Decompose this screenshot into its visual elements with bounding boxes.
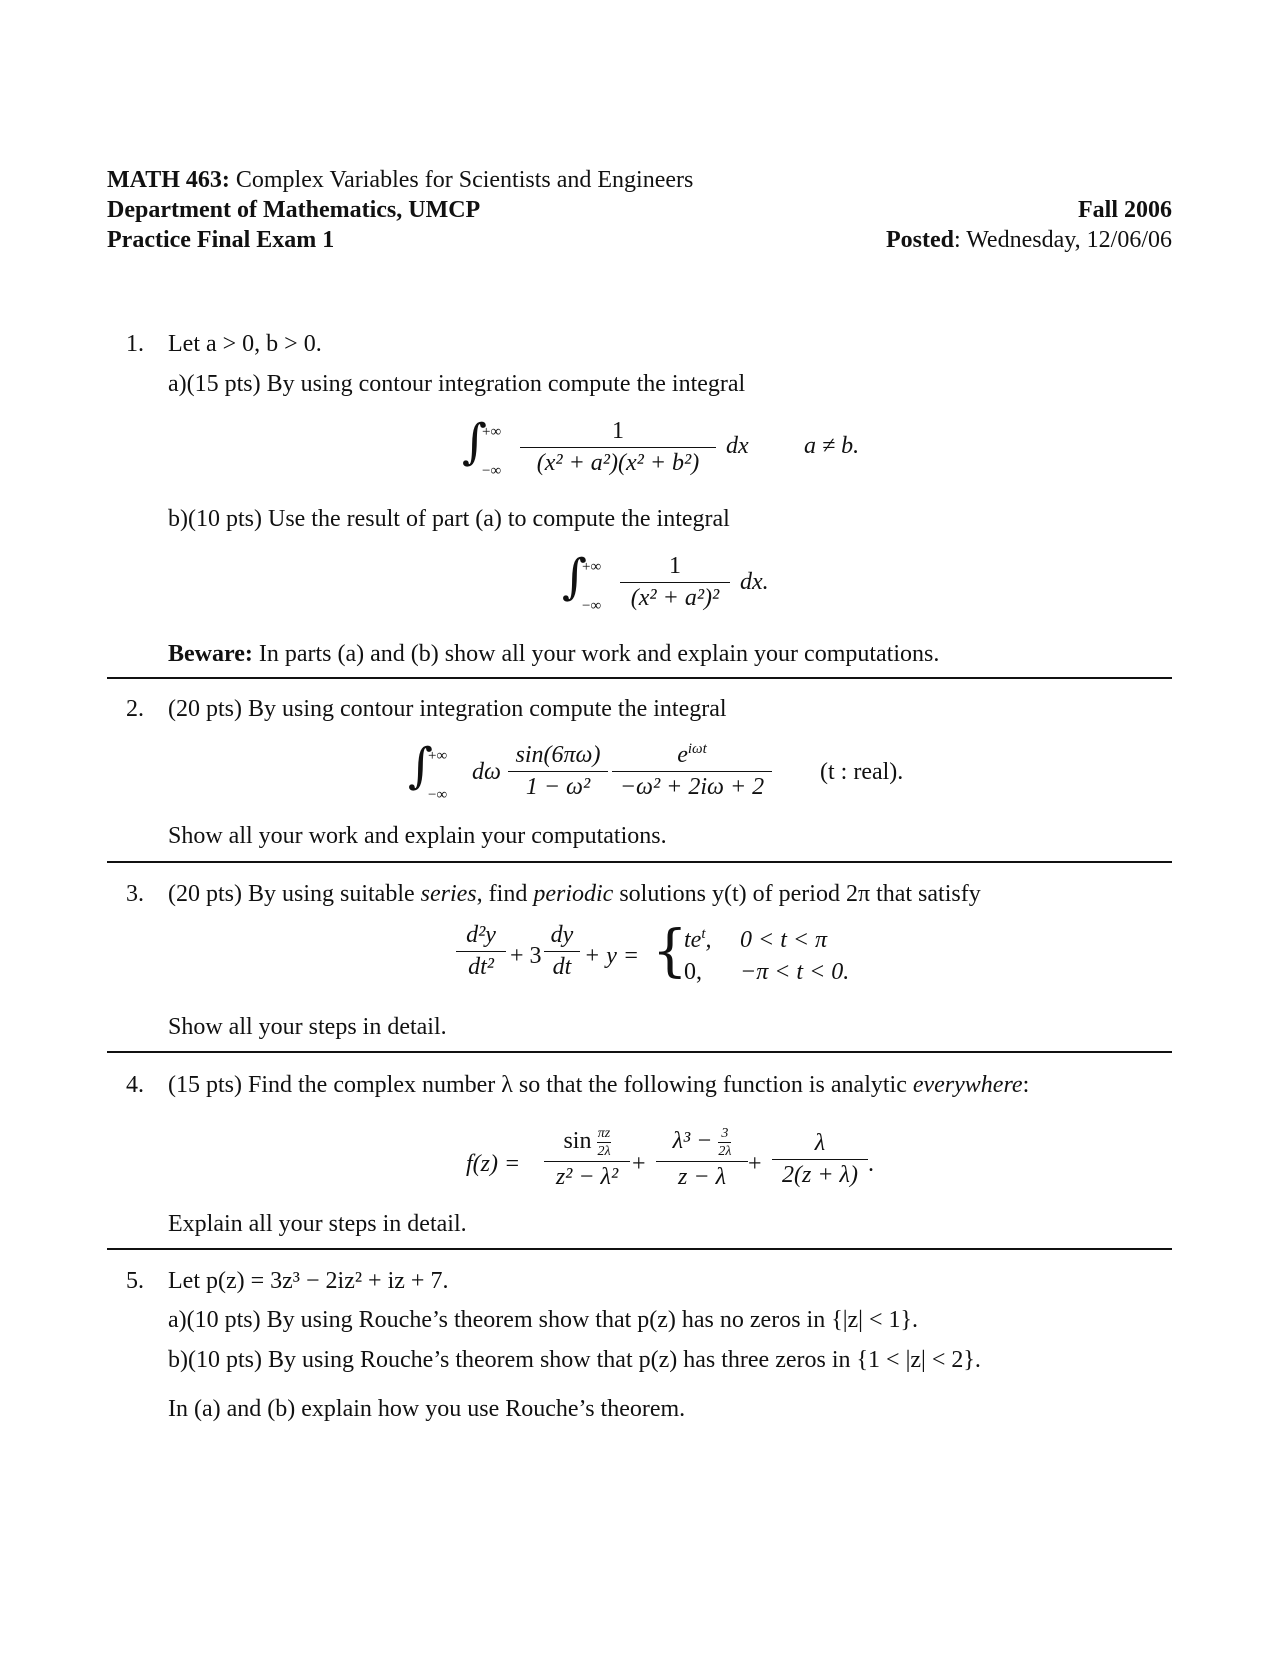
pi-z: πz [597,1126,611,1141]
exam-title: Practice Final Exam 1 [107,227,335,253]
problem-1-part-a: a)(15 pts) By using contour integration compute the integral [168,371,746,397]
problem-1-number: 1. [126,331,144,357]
dt: dt [552,954,572,980]
case-1-value [684,926,712,954]
integral-upper: +∞ [482,424,502,440]
problem-5-intro: Let p(z) = 3z³ − 2iz² + iz + 7. [168,1268,449,1294]
text-part: (20 pts) By using suitable [168,881,421,907]
t-sup: t [701,926,706,942]
sin: sin [563,1128,592,1155]
integral-upper: +∞ [428,748,448,764]
problem-5-part-a: a)(10 pts) By using Rouche’s theorem show that p(z) has no zeros in {|z| < 1}. [168,1307,919,1333]
exp-base: e [677,742,688,768]
three: 3 [721,1126,729,1141]
problem-2-text: (20 pts) By using contour integration compute the integral [168,696,727,722]
text-series: series [420,881,477,907]
problem-5-part-b: b)(10 pts) By using Rouche’s theorem show that p(z) has three zeros in {1 < |z| < 2}. [168,1347,981,1373]
f-of-z: f(z) = [466,1151,521,1177]
text-part: : [1022,1072,1030,1098]
plus-three: + 3 [510,943,542,969]
text-everywhere: everywhere [912,1072,1023,1098]
text-part: solutions y(t) of period 2π that satisfy [613,881,981,907]
posted-value: : Wednesday, 12/06/06 [953,227,1172,253]
left-brace: { [652,919,688,984]
case-2-value: 0, [684,959,702,985]
exp-power: iωt [687,741,707,757]
problem-3-text [168,880,981,908]
term: Fall 2006 [1078,197,1172,223]
divider [107,677,1172,679]
fraction-4a [544,1126,630,1191]
fraction-4b-num [656,1126,748,1159]
case-2-condition: −π < t < 0. [740,959,850,985]
beware-label: Beware: [168,641,253,667]
dx-1b: dx. [740,569,769,595]
fraction-4b [656,1126,748,1191]
department: Department of Mathematics, UMCP [107,197,481,223]
two-lambda: 2λ [718,1144,732,1159]
problem-4-number: 4. [126,1072,144,1098]
fraction-2a-num: sin(6πω) [515,742,601,768]
fraction-4b-den: z − λ [678,1164,726,1190]
fraction-d2y [456,922,506,981]
d2y: d²y [466,922,496,948]
header-line-1 [107,166,693,194]
integral-lower: −∞ [582,598,602,614]
problem-2-footer: Show all your work and explain your computations. [168,823,667,849]
small-frac [718,1126,731,1159]
dx-1a: dx [726,433,749,459]
problem-2-number: 2. [126,696,144,722]
fraction-2b [612,742,772,801]
text-periodic: periodic [533,881,614,907]
course-code: MATH 463: [107,167,230,193]
problem-3-number: 3. [126,881,144,907]
dy: dy [550,922,574,948]
divider [107,1248,1172,1250]
problem-4-footer: Explain all your steps in detail. [168,1211,467,1237]
plus-y-equals: + y = [584,943,640,969]
fraction-1a [520,418,716,477]
integral-sign: ∫ [462,414,488,470]
comma: , [705,927,712,953]
text-part: , find [476,881,534,907]
fraction-4a-num [544,1126,630,1159]
fraction-4c [772,1130,868,1189]
divider [107,1051,1172,1053]
d-omega: dω [472,759,501,785]
fraction-1b-den: (x² + a²)² [630,585,720,611]
problem-4-text [168,1071,1029,1099]
fraction-1b [620,553,730,612]
problem-3-footer: Show all your steps in detail. [168,1014,447,1040]
period: . [868,1151,874,1177]
lambda-cubed: λ³ − [672,1128,713,1155]
condition-2: (t : real). [820,759,904,785]
fraction-2a [508,742,608,801]
fraction-2a-den: 1 − ω² [525,774,591,800]
condition-1a: a ≠ b. [804,433,860,459]
posted-label: Posted [885,227,954,253]
fraction-1b-num: 1 [669,553,681,579]
fraction-dy [544,922,580,981]
problem-1-intro: Let a > 0, b > 0. [168,331,322,357]
dt2: dt² [468,954,494,980]
integral-lower: −∞ [482,463,502,479]
integral-sign: ∫ [562,549,588,605]
text-part: (15 pts) Find the complex number λ so that the following function is analytic [168,1072,913,1098]
fraction-2b-den: −ω² + 2iω + 2 [619,774,765,800]
problem-1-part-b: b)(10 pts) Use the result of part (a) to compute the integral [168,506,730,532]
integral-sign: ∫ [408,738,434,794]
problem-1-beware [168,640,939,668]
plus: + [748,1151,762,1177]
problem-5-footer: In (a) and (b) explain how you use Rouche’s theorem. [168,1396,686,1422]
fraction-2b-num [612,742,772,769]
plus: + [632,1151,646,1177]
divider [107,861,1172,863]
case-1-condition: 0 < t < π [740,927,828,953]
fraction-4c-den: 2(z + λ) [782,1162,858,1188]
problem-5-number: 5. [126,1268,144,1294]
fraction-4c-num: λ [814,1130,826,1156]
te: te [684,927,702,953]
fraction-1a-den: (x² + a²)(x² + b²) [536,450,700,476]
fraction-1a-num: 1 [612,418,624,444]
small-frac [597,1126,610,1159]
fraction-4a-den: z² − λ² [555,1164,619,1190]
posted-date [886,226,1172,254]
integral-lower: −∞ [428,787,448,803]
beware-text: In parts (a) and (b) show all your work and explain your computations. [258,641,940,667]
two-lambda: 2λ [597,1144,611,1159]
course-title: Complex Variables for Scientists and Engineers [235,167,694,193]
integral-upper: +∞ [582,559,602,575]
